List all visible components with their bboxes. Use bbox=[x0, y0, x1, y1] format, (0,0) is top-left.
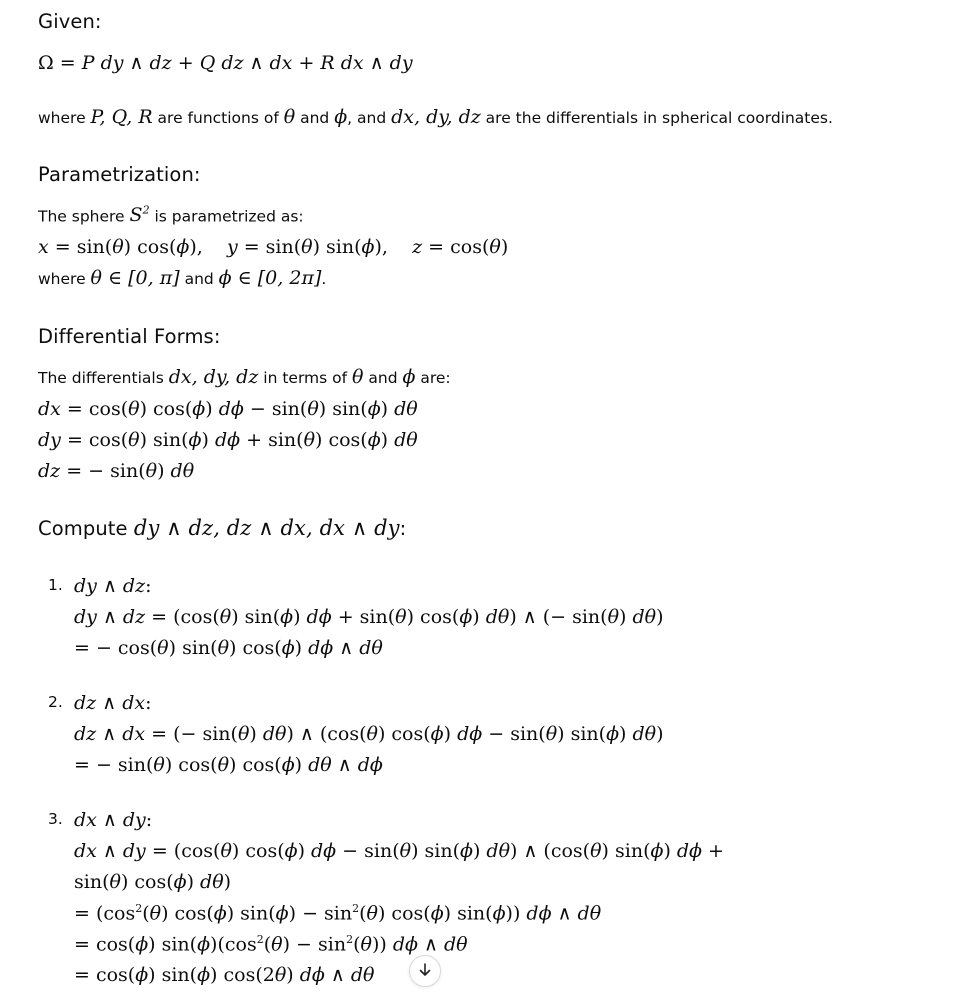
item-1-step-2: = − cos(θ) sin(θ) cos(ϕ) dϕ ∧ dθ bbox=[74, 637, 383, 659]
sphere-description: The sphere $S^2$ is parametrized as: bbox=[38, 204, 304, 227]
item-3-step-2: = ($\cos^2(\theta)$ cos(ϕ) $\sin(\phi) - \sin^2(\theta)$ cos(ϕ) sin(ϕ)) dϕ ∧ dθ bbox=[74, 902, 602, 925]
omega-equation: Ω = P dy ∧ dz + Q dz ∧ dx + R dx ∧ dy bbox=[38, 52, 413, 74]
item-3-step-1-cont: sin(θ) cos(ϕ) dθ) bbox=[74, 871, 232, 893]
given-heading: Given: bbox=[38, 10, 102, 33]
item-2-title: dz ∧ dx: bbox=[74, 692, 152, 714]
given-description: where P, Q, R are functions of θ and ϕ, and dx, dy, dz are the differentials in spherical coordinates. bbox=[38, 106, 833, 128]
differential-forms-heading: Differential Forms: bbox=[38, 325, 221, 348]
item-1-title: dy ∧ dz: bbox=[74, 575, 152, 597]
list-number-2: 2. bbox=[48, 693, 63, 711]
item-3-step-4: = cos(ϕ) sin(ϕ) cos(2θ) dϕ ∧ dθ bbox=[74, 964, 375, 986]
list-number-1: 1. bbox=[48, 576, 63, 594]
dz-equation: dz = − sin(θ) dθ bbox=[38, 460, 195, 482]
dx-equation: dx = cos(θ) cos(ϕ) dϕ − sin(θ) sin(ϕ) dθ bbox=[38, 398, 418, 420]
compute-heading: Compute dy ∧ dz, dz ∧ dx, dx ∧ dy: bbox=[38, 516, 407, 540]
item-1-step-1: dy ∧ dz = (cos(θ) sin(ϕ) dϕ + sin(θ) cos(ϕ) dθ) ∧ (− sin(θ) dθ) bbox=[74, 606, 664, 628]
scroll-down-button[interactable] bbox=[409, 955, 441, 987]
item-2-step-2: = − sin(θ) cos(θ) cos(ϕ) dθ ∧ dϕ bbox=[74, 754, 383, 776]
item-2-step-1: dz ∧ dx = (− sin(θ) dθ) ∧ (cos(θ) cos(ϕ) dϕ − sin(θ) sin(ϕ) dθ) bbox=[74, 723, 664, 745]
list-number-3: 3. bbox=[48, 810, 63, 828]
item-3-title: dx ∧ dy: bbox=[74, 809, 153, 831]
arrow-down-icon bbox=[418, 962, 432, 981]
parametrization-equations: x = sin(θ) cos(ϕ), y = sin(θ) sin(ϕ), z = cos(θ) bbox=[38, 236, 509, 258]
parametrization-heading: Parametrization: bbox=[38, 163, 201, 186]
item-3-step-3: = cos(ϕ) $\sin(\phi)(\cos^2(\theta) - \sin^2(\theta))$ dϕ ∧ dθ bbox=[74, 933, 468, 956]
parameter-ranges: where θ ∈ [0, π] and ϕ ∈ [0, 2π]. bbox=[38, 267, 327, 289]
item-3-step-1: dx ∧ dy = (cos(θ) cos(ϕ) dϕ − sin(θ) sin(ϕ) dθ) ∧ (cos(θ) sin(ϕ) dϕ + bbox=[74, 840, 724, 862]
dy-equation: dy = cos(θ) sin(ϕ) dϕ + sin(θ) cos(ϕ) dθ bbox=[38, 429, 418, 451]
differentials-description: The differentials dx, dy, dz in terms of θ and ϕ are: bbox=[38, 366, 451, 388]
